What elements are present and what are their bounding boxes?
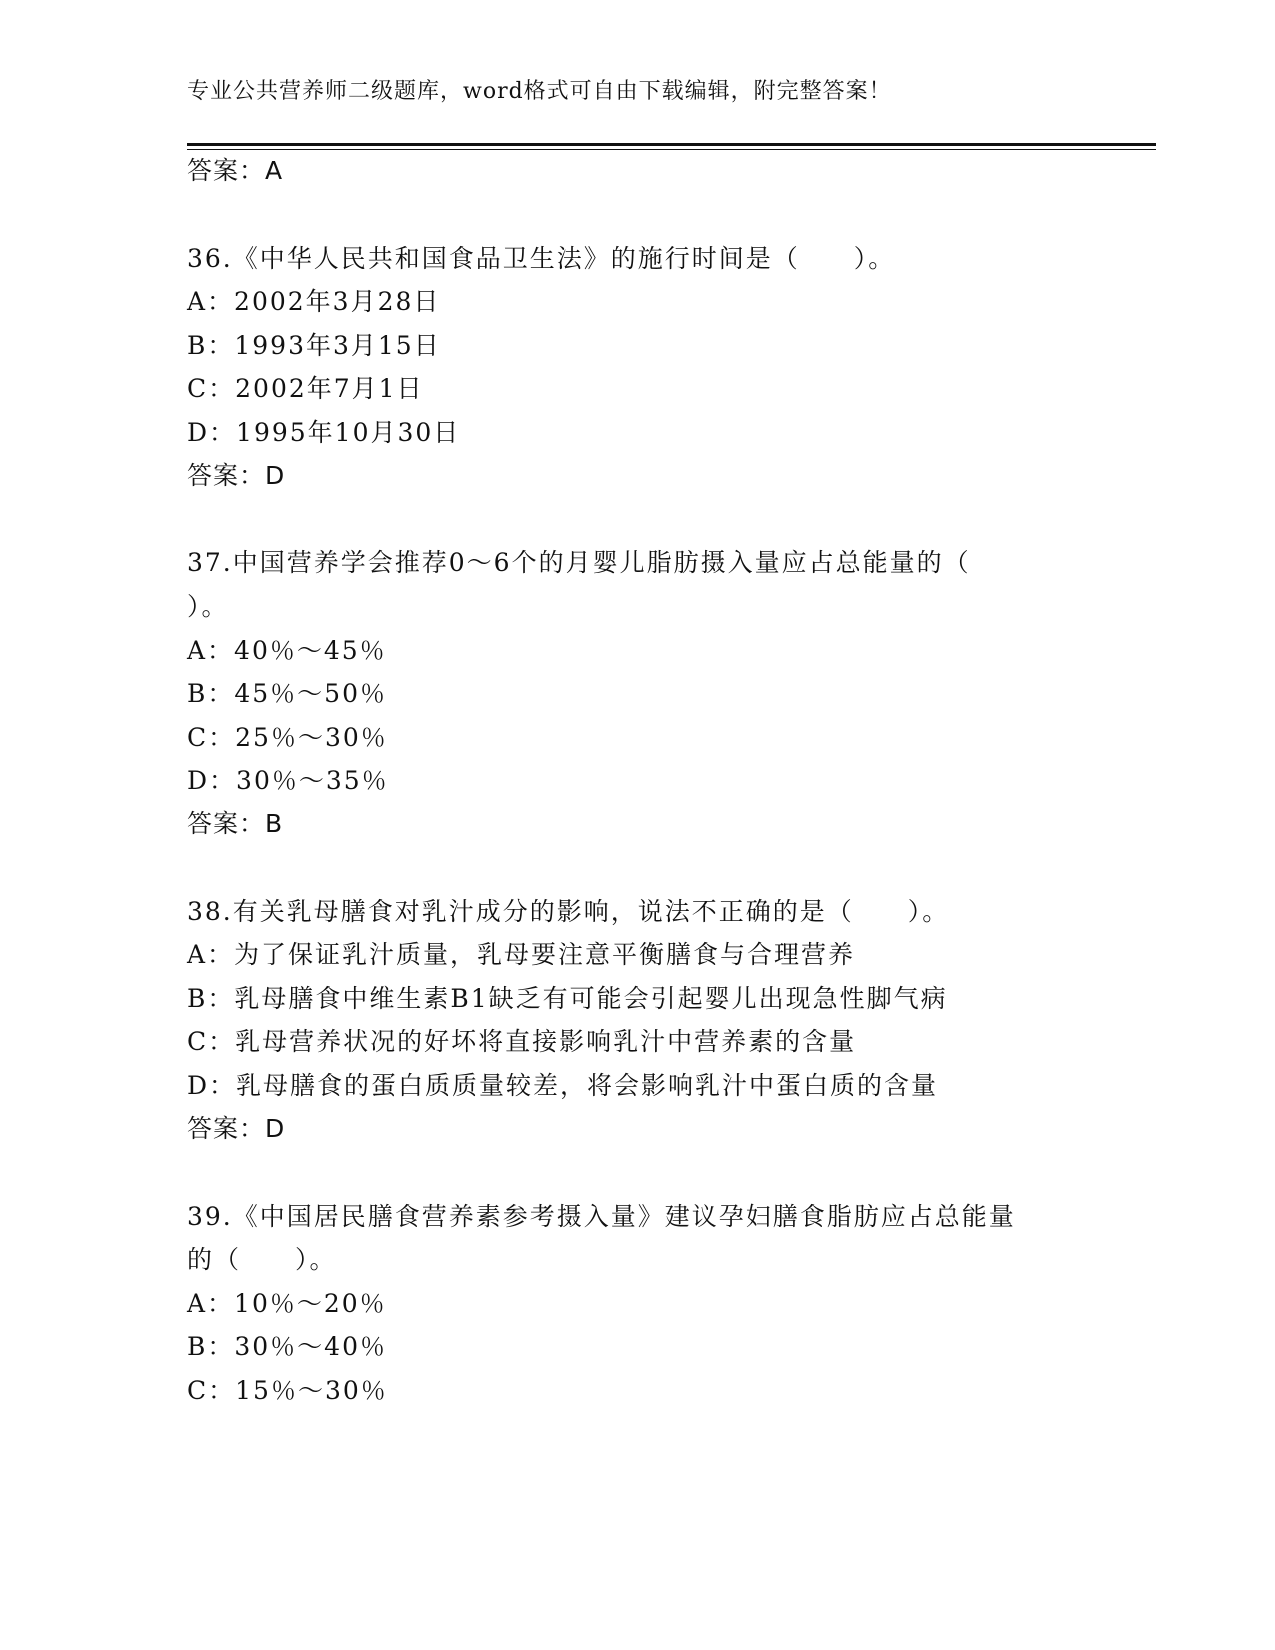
answer-line: 答案：A <box>187 156 284 185</box>
option-d: D：乳母膳食的蛋白质质量较差，将会影响乳汁中蛋白质的含量 <box>187 1071 939 1100</box>
option-b: B：45％～50％ <box>187 679 387 708</box>
option-b: B：1993年3月15日 <box>187 331 441 360</box>
question-stem-continued: ）。 <box>187 592 229 621</box>
header-rule-thin <box>187 149 1156 150</box>
answer-line: 答案：D <box>187 1114 286 1143</box>
option-c: C：2002年7月1日 <box>187 374 424 403</box>
option-a: A：40％～45％ <box>187 636 387 665</box>
option-d: D：1995年10月30日 <box>187 418 461 447</box>
option-a: A：10％～20％ <box>187 1289 387 1318</box>
option-a: A：2002年3月28日 <box>187 287 441 316</box>
header-rule-thick <box>187 143 1156 146</box>
question-stem: 38.有关乳母膳食对乳汁成分的影响，说法不正确的是（ ）。 <box>187 897 950 926</box>
answer-line: 答案：B <box>187 809 284 838</box>
question-stem: 39.《中国居民膳食营养素参考摄入量》建议孕妇膳食脂肪应占总能量 <box>187 1202 1016 1231</box>
option-b: B：乳母膳食中维生素B1缺乏有可能会引起婴儿出现急性脚气病 <box>187 984 948 1013</box>
option-d: D：30％～35％ <box>187 766 389 795</box>
option-c: C：15％～30％ <box>187 1376 388 1405</box>
option-b: B：30％～40％ <box>187 1332 387 1361</box>
question-stem: 36.《中华人民共和国食品卫生法》的施行时间是（ ）。 <box>187 244 896 273</box>
option-c: C：25％～30％ <box>187 723 388 752</box>
answer-line: 答案：D <box>187 461 286 490</box>
page-header: 专业公共营养师二级题库，word格式可自由下载编辑，附完整答案！ <box>187 79 892 104</box>
option-c: C：乳母营养状况的好坏将直接影响乳汁中营养素的含量 <box>187 1027 857 1056</box>
question-stem-continued: 的（ ）。 <box>187 1245 337 1274</box>
option-a: A：为了保证乳汁质量，乳母要注意平衡膳食与合理营养 <box>187 940 856 969</box>
question-stem: 37.中国营养学会推荐0～6个的月婴儿脂肪摄入量应占总能量的（ <box>187 548 971 577</box>
